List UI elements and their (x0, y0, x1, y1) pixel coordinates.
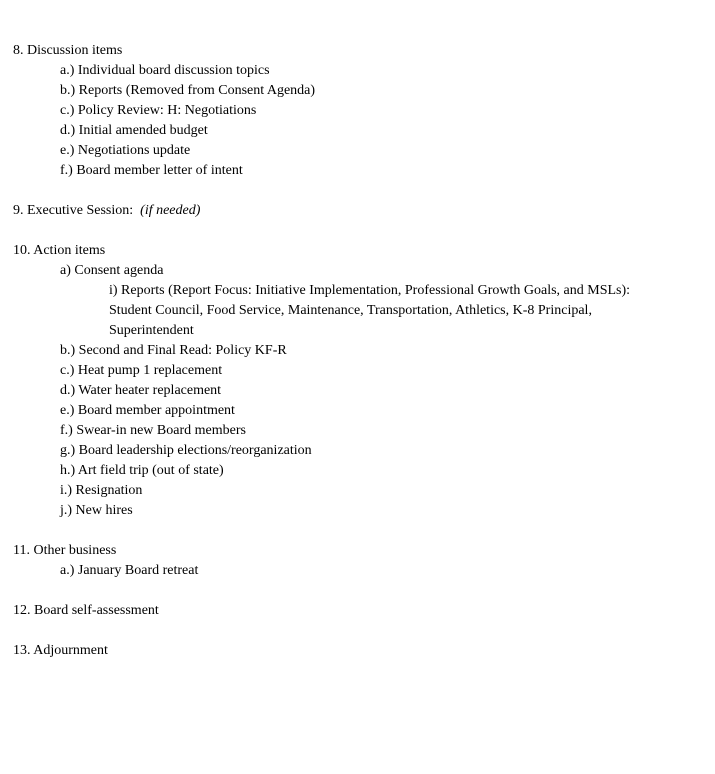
action-item: d.) Water heater replacement (60, 383, 222, 398)
self-assessment-heading: 12. Board self-assessment (13, 603, 159, 618)
action-item: c.) Heat pump 1 replacement (60, 363, 223, 378)
discussion-item: b.) Reports (Removed from Consent Agenda) (60, 83, 316, 98)
action-heading: 10. Action items (13, 243, 106, 258)
action-item: j.) New hires (60, 503, 133, 518)
action-item: b.) Second and Final Read: Policy KF-R (60, 343, 287, 358)
consent-reports-line: Superintendent (109, 323, 194, 338)
action-item: f.) Swear-in new Board members (60, 423, 246, 438)
consent-agenda-label: a) Consent agenda (60, 263, 164, 278)
discussion-item: e.) Negotiations update (60, 143, 191, 158)
executive-session-line (13, 201, 200, 221)
action-item: e.) Board member appointment (60, 403, 235, 418)
executive-session-heading: 9. Executive Session: (13, 203, 134, 218)
executive-session-note: (if needed) (140, 203, 201, 218)
action-item: h.) Art field trip (out of state) (60, 463, 224, 478)
discussion-item: f.) Board member letter of intent (60, 163, 243, 178)
action-item: g.) Board leadership elections/reorganization (60, 443, 312, 458)
other-business-heading: 11. Other business (13, 543, 117, 558)
action-item: i.) Resignation (60, 483, 143, 498)
discussion-heading: 8. Discussion items (13, 43, 123, 58)
discussion-item: d.) Initial amended budget (60, 123, 208, 138)
discussion-item: c.) Policy Review: H: Negotiations (60, 103, 257, 118)
other-business-item: a.) January Board retreat (60, 563, 199, 578)
adjournment-heading: 13. Adjournment (13, 643, 108, 658)
discussion-item: a.) Individual board discussion topics (60, 63, 270, 78)
consent-reports-line: Student Council, Food Service, Maintenance, Transportation, Athletics, K-8 Principal, (109, 303, 592, 318)
consent-reports-line: i) Reports (Report Focus: Initiative Implementation, Professional Growth Goals, and MSLs): (109, 283, 631, 298)
